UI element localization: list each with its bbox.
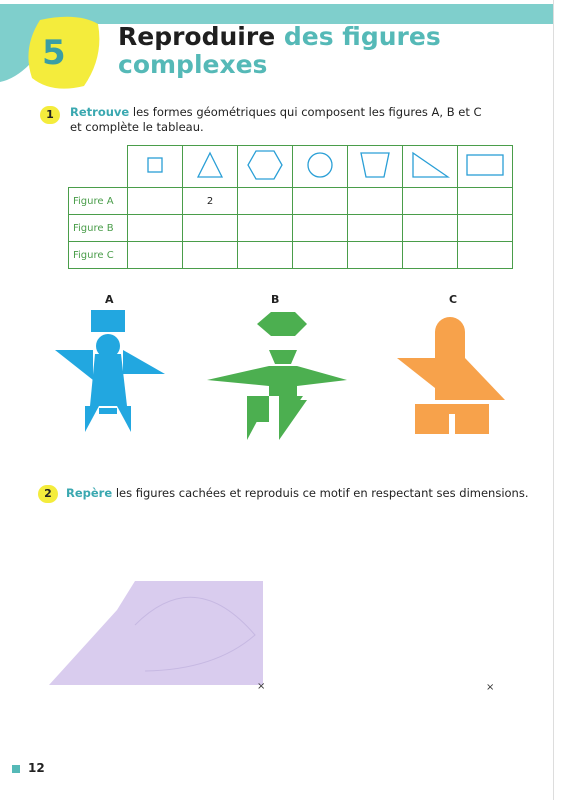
figure-b-label: B xyxy=(271,293,280,306)
table-header-row xyxy=(69,146,513,188)
table-cell[interactable] xyxy=(403,215,458,242)
exercise-1-badge: 1 xyxy=(40,106,60,124)
exercise-1-keyword: Retrouve xyxy=(70,105,130,119)
col-rectangle xyxy=(458,146,513,188)
table-row xyxy=(69,242,513,269)
pattern-shape xyxy=(45,575,270,690)
exercise-2-text: les figures cachées et reproduis ce motif en respectant ses dimensions. xyxy=(115,486,529,500)
exercise-2-keyword: Repère xyxy=(66,486,113,500)
title-part-teal: des figures xyxy=(283,22,441,51)
exercise-1-text-line2: et complète le tableau. xyxy=(70,120,204,134)
rectangle-icon xyxy=(465,153,505,177)
figure-c-label: C xyxy=(449,293,458,306)
figure-c-shape xyxy=(395,310,510,435)
row-label-figure-c: Figure C xyxy=(69,242,128,269)
table-cell[interactable] xyxy=(238,215,293,242)
col-hexagon xyxy=(238,146,293,188)
figure-b-shape xyxy=(207,310,347,445)
right-triangle-icon xyxy=(410,150,450,180)
title-line-2: complexes xyxy=(118,50,268,79)
exercise-2-instruction xyxy=(66,486,529,501)
figure-a-shape xyxy=(55,310,170,435)
table-cell[interactable] xyxy=(403,188,458,215)
exercise-2-badge: 2 xyxy=(38,485,58,503)
table-cell[interactable] xyxy=(458,242,513,269)
table-cell[interactable] xyxy=(183,215,238,242)
exercise-1-instruction xyxy=(70,105,482,135)
table-cell[interactable]: 2 xyxy=(183,188,238,215)
table-cell[interactable] xyxy=(238,242,293,269)
table-cell[interactable] xyxy=(128,242,183,269)
square-icon xyxy=(145,155,165,175)
col-circle xyxy=(293,146,348,188)
table-cell[interactable] xyxy=(128,188,183,215)
circle-icon xyxy=(305,150,335,180)
table-cell[interactable] xyxy=(293,215,348,242)
table-cell[interactable] xyxy=(348,188,403,215)
page-number: 12 xyxy=(28,761,45,775)
table-cell[interactable] xyxy=(293,188,348,215)
table-cell[interactable] xyxy=(458,188,513,215)
table-cell[interactable] xyxy=(458,215,513,242)
table-corner xyxy=(69,146,128,188)
table-cell[interactable] xyxy=(348,242,403,269)
title-part-black: Reproduire xyxy=(118,22,276,51)
trapezoid-icon xyxy=(359,150,391,180)
page-edge xyxy=(553,0,554,800)
page-marker-icon xyxy=(12,765,20,773)
col-trapezoid xyxy=(348,146,403,188)
table-cell[interactable] xyxy=(128,215,183,242)
exercise-1-text-line1: les formes géométriques qui composent les figures A, B et C xyxy=(132,105,482,119)
row-label-figure-b: Figure B xyxy=(69,215,128,242)
row-label-figure-a: Figure A xyxy=(69,188,128,215)
page-title xyxy=(118,22,441,51)
table-row xyxy=(69,188,513,215)
chapter-number: 5 xyxy=(42,33,66,73)
table-cell[interactable] xyxy=(348,215,403,242)
col-square xyxy=(128,146,183,188)
table-row xyxy=(69,215,513,242)
cross-mark: × xyxy=(486,682,495,693)
cross-mark: × xyxy=(257,681,266,692)
table-cell[interactable] xyxy=(238,188,293,215)
table-cell[interactable] xyxy=(293,242,348,269)
col-right-triangle xyxy=(403,146,458,188)
hexagon-icon xyxy=(247,149,283,181)
shapes-table xyxy=(68,145,513,269)
figure-a-label: A xyxy=(105,293,114,306)
triangle-icon xyxy=(195,150,225,180)
table-cell[interactable] xyxy=(403,242,458,269)
col-triangle xyxy=(183,146,238,188)
table-cell[interactable] xyxy=(183,242,238,269)
